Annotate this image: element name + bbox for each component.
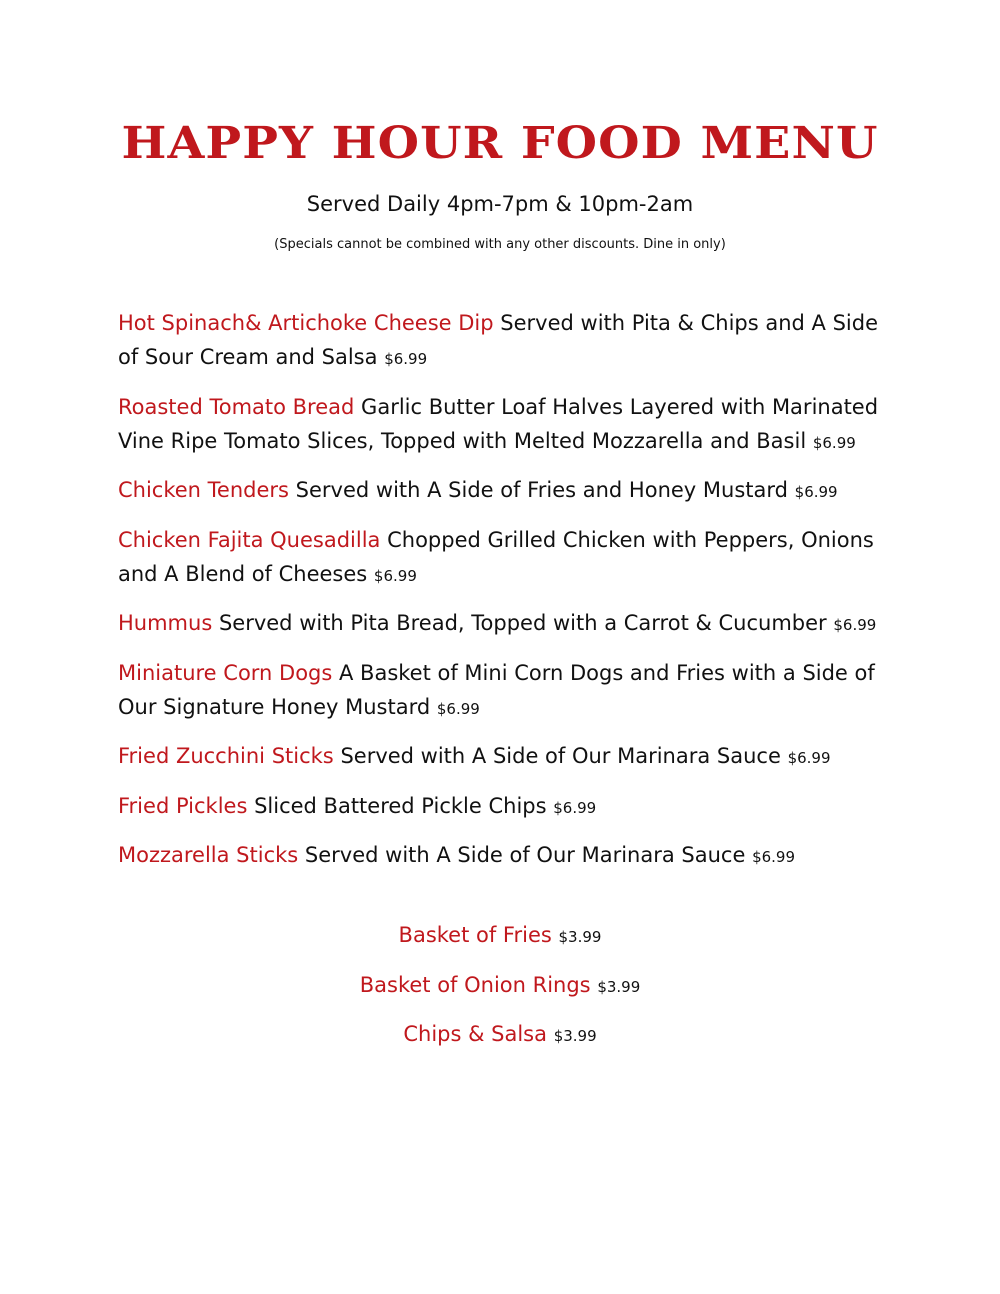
discount-note: (Specials cannot be combined with any other discounts. Dine in only): [274, 237, 726, 252]
menu-item-price: $6.99: [436, 699, 480, 718]
menu-item-description: Sliced Battered Pickle Chips: [254, 793, 547, 818]
side-item-price: $3.99: [553, 1027, 597, 1045]
menu-item-name: Fried Pickles: [118, 793, 248, 818]
menu-item: [118, 523, 898, 593]
menu-item-price: $6.99: [553, 798, 597, 817]
menu-item: [118, 390, 898, 460]
side-item-name: Basket of Fries: [398, 923, 552, 947]
menu-item-price: $6.99: [794, 483, 838, 501]
menu-item-price: $6.99: [787, 749, 831, 767]
side-item-price: $3.99: [597, 977, 641, 996]
menu-item-description: Served with Pita Bread, Topped with a Carrot & Cucumber: [218, 611, 827, 635]
menu-item-description: Served with A Side of Our Marinara Sauce: [304, 843, 746, 867]
menu-item-name: Fried Zucchini Sticks: [118, 744, 334, 768]
menu-item-name: Miniature Corn Dogs: [118, 660, 333, 685]
menu-title: HAPPY HOUR FOOD MENU: [121, 118, 879, 169]
side-item: [0, 1017, 1000, 1053]
menu-item-description: Chopped Grilled Chicken with Peppers, Onions and A Blend of Cheeses: [118, 527, 874, 586]
menu-item-price: $6.99: [373, 566, 417, 585]
menu-item-name: Roasted Tomato Bread: [118, 394, 355, 419]
menu-item-description: A Basket of Mini Corn Dogs and Fries with a Side of Our Signature Honey Mustard: [118, 660, 875, 719]
side-item-name: Basket of Onion Rings: [359, 972, 591, 997]
menu-item: [118, 656, 898, 726]
menu-item: [118, 838, 898, 874]
side-item-price: $3.99: [558, 928, 602, 946]
menu-items-list: [118, 306, 898, 888]
menu-item-price: $6.99: [384, 350, 428, 368]
menu-item-name: Chicken Tenders: [118, 478, 289, 502]
side-item: [0, 918, 1000, 954]
service-hours: Served Daily 4pm-7pm & 10pm-2am: [306, 192, 694, 216]
menu-item: [118, 789, 898, 825]
menu-item-description: Served with A Side of Fries and Honey Mustard: [295, 478, 788, 502]
side-items-list: [0, 918, 1000, 1067]
menu-item: [118, 606, 898, 642]
menu-item-name: Hummus: [118, 611, 213, 635]
menu-item-name: Hot Spinach& Artichoke Cheese Dip: [118, 311, 494, 335]
menu-item-description: Served with A Side of Our Marinara Sauce: [340, 744, 781, 768]
menu-item: [118, 739, 898, 775]
menu-item: [118, 306, 898, 376]
side-item-name: Chips & Salsa: [403, 1022, 547, 1046]
menu-item-description: Served with Pita & Chips and A Side of Sour Cream and Salsa: [118, 311, 879, 369]
menu-item: [118, 473, 898, 509]
menu-item-price: $6.99: [833, 616, 877, 634]
menu-item-name: Mozzarella Sticks: [118, 843, 299, 867]
menu-item-price: $6.99: [752, 848, 796, 866]
side-item: [0, 968, 1000, 1004]
menu-item-price: $6.99: [812, 433, 856, 452]
menu-item-name: Chicken Fajita Quesadilla: [118, 527, 381, 552]
menu-item-description: Garlic Butter Loaf Halves Layered with Marinated Vine Ripe Tomato Slices, Topped with Melted Mozzarella and Basil: [118, 394, 879, 453]
